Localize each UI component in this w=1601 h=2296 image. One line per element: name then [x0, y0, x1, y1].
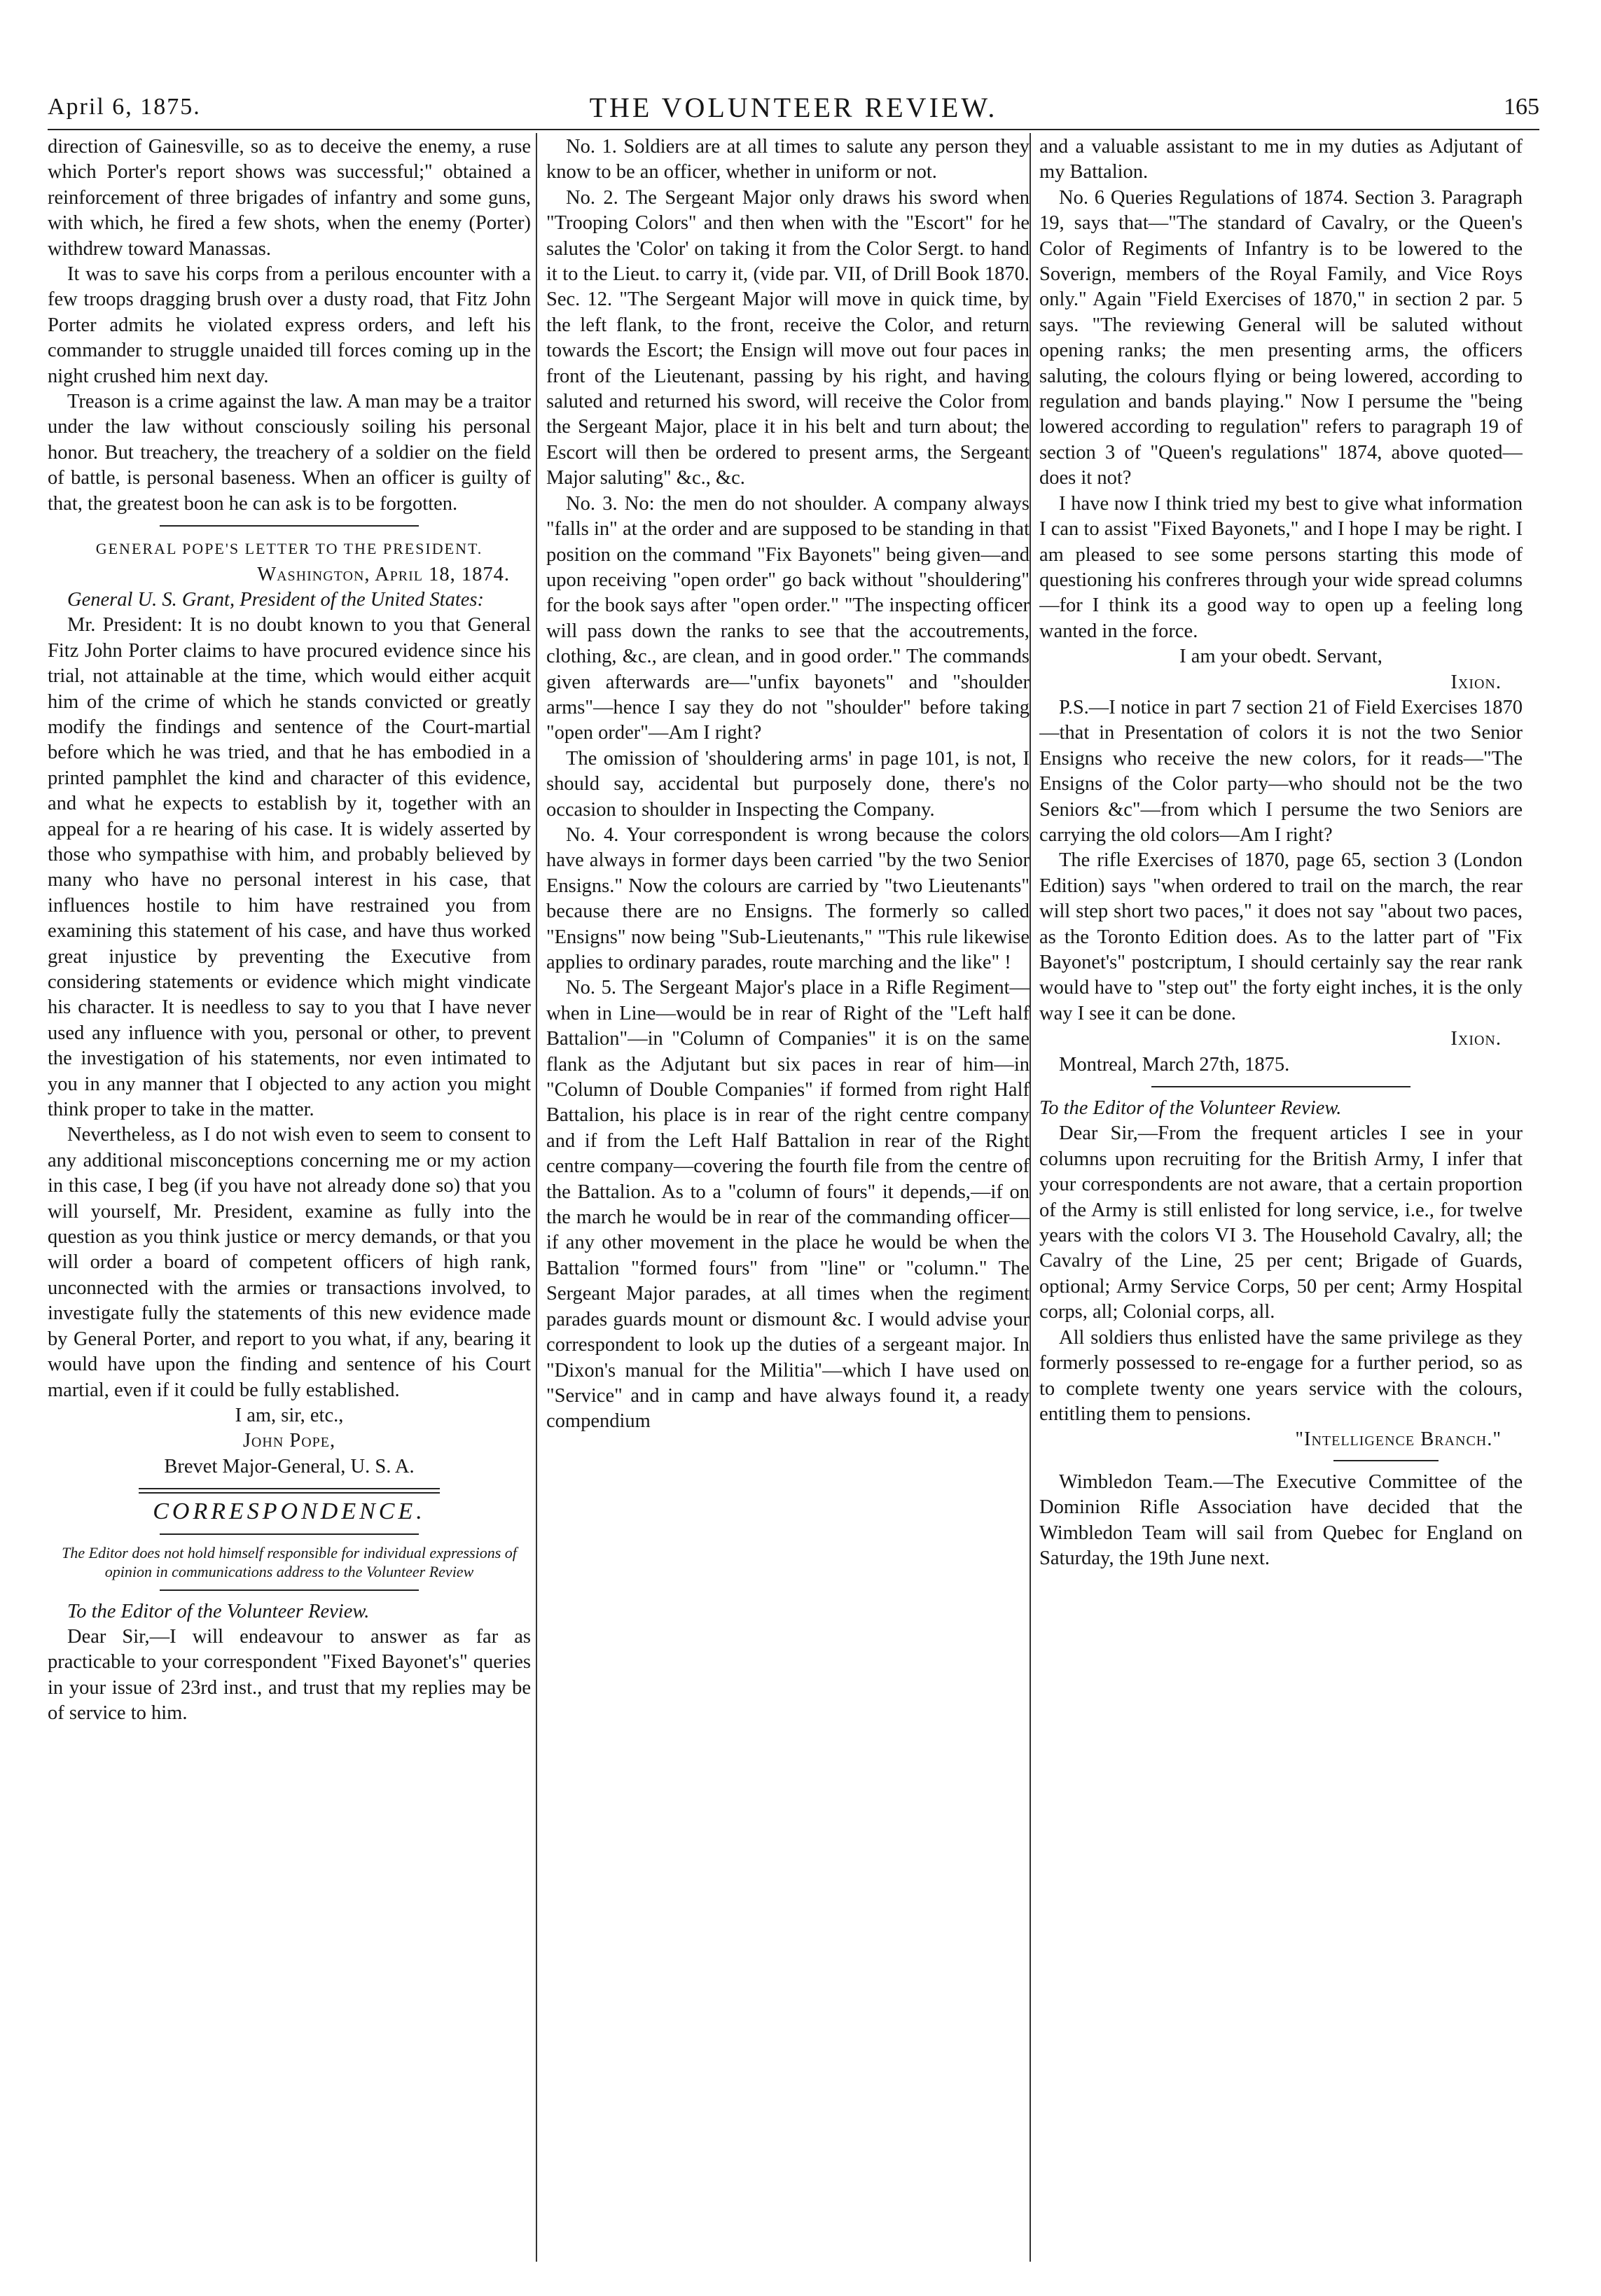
page-number: 165 — [1504, 94, 1539, 120]
paragraph: No. 5. The Sergeant Major's place in a Rifle Regiment—when in Line—would be in rear of Right of the "Left half Battalion"—in "Column of Companies" it is on the same flank as the Adjutant but six paces in rear of him—in "Column of Double Companies" if formed from right Half Battalion, his place is in rear of the right centre company and if from the Left Half Battalion in rear of the Right centre company—covering the fourth file from the centre of the Battalion. As to a "column of fours" it depends,—if on the march he would be in rear of the commanding officer—if any other movement in the place he would be when the Battalion "formed fours" from "line" or "column." The Sergeant Major parades, at all times when the regiment parades guards mount or dismount &c. I would advise your correspondent to look up the duties of a sergeant major. In "Dixon's manual for the Militia"—which I have used on "Service" and in camp and have always found it, a ready compendium — [546, 977, 1030, 1433]
letter-salutation-heading: To the Editor of the Volunteer Review. — [67, 1600, 370, 1622]
paragraph: Dear Sir,—I will endeavour to answer as far as practicable to your correspondent "Fixed Bayonet's" queries in your issue of 23rd inst., and trust that my replies may be of service to him. — [48, 1625, 531, 1725]
paragraph: No. 2. The Sergeant Major only draws his sword when "Trooping Colors" and then when with the "Escort" for he salutes the 'Color' on taking it from the Color Sergt. to hand it to the Lieut. to carry it, (vide par. VII, of Drill Book 1870. Sec. 12. "The Sergeant Major will move in quick time, by the left flank, to the front, receive the Color, and return towards the Escort; the Ensign will move out four paces in front of the Lieutenant, passing by his right, and having saluted and returned his sword, will receive the Color from the Sergeant Major, place it in his belt and turn about; the Escort will then be ordered to present arms, the Sergeant Major saluting" &c., &c. — [546, 186, 1030, 489]
paragraph: No. 3. No: the men do not shoulder. A company always "falls in" at the order and are supposed to be standing in that position on the command "Fix Bayonets" being given—and upon receiving "open order" go back without "shouldering" for the book says after "open order." "The inspecting officer will pass down the ranks to see that the accoutrements, clothing, &c., are clean, and in good order." The commands given afterwards are—"unfix bayonets" and "shoulder arms"—hence I say they do not "shoulder" before taking "open order"—Am I right? — [546, 492, 1030, 744]
issue-date: April 6, 1875. — [48, 94, 201, 120]
signature-name: Ixion. — [1450, 671, 1502, 693]
paragraph: I have now I think tried my best to give what information I can to assist "Fixed Bayonets," and I hope I may be right. I am pleased to see some persons starting this mode of questioning his confreres through your wide spread columns—for I think its a good way to open up a feeling long wanted in the force. — [1039, 492, 1523, 642]
paragraph: No. 6 Queries Regulations of 1874. Section 3. Paragraph 19, says that—"The standard of Cavalry, or the Queen's Color of Regiments of Infantry is to be lowered to the Soverign, members of the Royal Family, and Vice Roys only." Again "Field Exercises of 1870," in section 2 par. 5 says. "The reviewing General will be saluted without opening ranks; the men presenting arms, the officers saluting, the colours flying or being lowered, according to regulation and bands playing." Now I persume the "being lowered according to regulation" refers to paragraph 19 of section 3 of "Queen's regulations" 1874, above quoted—does it not? — [1039, 186, 1523, 489]
column-rule-right — [1030, 133, 1031, 2262]
paragraph: Mr. President: It is no doubt known to you that General Fitz John Porter claims to have procured evidence since his trial, not attainable at the time, which would either acquit him of the crime of which he stands convicted or greatly modify the findings and sentence of the Court-martial before which he was tried, and that he has embodied in a printed pamphlet the kind and character of this evidence, and what he expects to establish by it, together with an appeal for a re hearing of his case. It is widely asserted by those who sympathise with him, and probably believed by many who have no personal interest in his case, that influences hostile to him have restrained you from examining this statement of his case, and have thus worked great injustice by preventing the Executive from considering statements or evidence which might vindicate his character. It is needless to say to you that I have never used any influence with you, personal or other, to prevent the investigation of his statements, nor even intimated to you in any manner that I objected to any action you might think proper to take in the matter. — [48, 614, 531, 1121]
signature-line: I am, sir, etc., — [235, 1404, 344, 1426]
letter-heading: GENERAL POPE'S LETTER TO THE PRESIDENT. — [95, 540, 483, 558]
signature-rank: Brevet Major-General, U. S. A. — [164, 1455, 415, 1477]
paragraph: Wimbledon Team.—The Executive Committee of the Dominion Rifle Association have decided that the Wimbledon Team will sail from Quebec for England on Saturday, the 19th June next. — [1039, 1470, 1523, 1569]
paragraph: The rifle Exercises of 1870, page 65, section 3 (London Edition) says "when ordered to trail on the march, the rear will step short two paces," it does not say "about two paces, as the Toronto Edition does. As to the latter part of "Fix Bayonet's" postcriptum, I should certainly say the rear rank would have to "step out" the forty eight inches, it is the only way I see it can be done. — [1039, 849, 1523, 1024]
page-header — [48, 90, 1539, 130]
publication-title: THE VOLUNTEER REVIEW. — [589, 92, 998, 123]
paragraph: direction of Gainesville, so as to deceive the enemy, a ruse which Porter's report shows was successful;" obtained a reinforcement of three brigades of infantry and some guns, with which, he fired a few shots, when the enemy (Porter) withdrew toward Manassas. — [48, 136, 531, 260]
divider — [160, 1533, 419, 1535]
paragraph: The omission of 'shouldering arms' in page 101, is not, I should say, accidental but purposely done, there's no occasion to shoulder in Inspecting the Company. — [546, 747, 1030, 821]
letter-salutation-heading: To the Editor of the Volunteer Review. — [1039, 1097, 1342, 1120]
column-3 — [1039, 134, 1523, 2263]
column-2 — [546, 134, 1030, 2263]
paragraph: and a valuable assistant to me in my duties as Adjutant of my Battalion. — [1039, 136, 1523, 183]
dateline: Montreal, March 27th, 1875. — [1059, 1053, 1290, 1076]
signature-name: Ixion. — [1450, 1028, 1502, 1050]
letter-addressee: General U. S. Grant, President of the United States: — [67, 588, 484, 611]
paragraph: P.S.—I notice in part 7 section 21 of Field Exercises 1870—that in Presentation of colors it is not the two Senior Ensigns who receive the new colors, for it reads—"The Ensigns of the Color party—who should not be the two Seniors &c"—from which I persume the two Seniors are carrying the old colors—Am I right? — [1039, 696, 1523, 846]
signature-name: John Pope, — [242, 1430, 336, 1452]
section-title: CORRESPONDENCE. — [153, 1498, 426, 1525]
divider — [1151, 1086, 1411, 1087]
paragraph: It was to save his corps from a perilous encounter with a few troops dragging brush over a dusty road, that Fitz John Porter admits he violated express orders, and left his commander to struggle unaided till forces coming up in the night crushed him next day. — [48, 263, 531, 387]
column-rule-left — [536, 133, 537, 2262]
paragraph: No. 1. Soldiers are at all times to salute any person they know to be an officer, whether in uniform or not. — [546, 136, 1030, 183]
divider — [160, 525, 419, 527]
column-1 — [48, 134, 531, 2263]
letter-dateline: Washington, April 18, 1874. — [257, 563, 510, 585]
paragraph: Treason is a crime against the law. A man may be a traitor under the law without consciously soiling his personal honor. But treachery, the treachery of a soldier on the field of battle, is personal baseness. When an officer is guilty of that, the greatest boon he can ask is to be forgotten. — [48, 391, 531, 515]
paragraph: No. 4. Your correspondent is wrong because the colors have always in former days been carried "by the two Senior Ensigns." Now the colours are carried by "two Lieutenants" because there are no Ensigns. The formerly so called "Ensigns" now being "Sub-Lieutenants," "This rule likewise applies to ordinary parades, route marching and the like" ! — [546, 823, 1030, 973]
editor-disclaimer: The Editor does not hold himself responsible for individual expressions of opinion in communications address to the Volunteer Review — [62, 1543, 517, 1580]
double-rule — [139, 1488, 440, 1494]
divider — [160, 1589, 419, 1591]
paragraph: All soldiers thus enlisted have the same privilege as they formerly possessed to re-engage for a further period, so as to complete twenty one years service with the colours, entitling them to pensions. — [1039, 1326, 1523, 1425]
signature-line: I am your obedt. Servant, — [1179, 646, 1382, 668]
divider — [1333, 1460, 1439, 1461]
paragraph: Dear Sir,—From the frequent articles I see in your columns upon recruiting for the British Army, I infer that your correspondents are not aware, that a certain proportion of the Army is still enlisted for long service, i.e., for twelve years with the colors VI 3. The Household Cavalry, all; the Cavalry of the Line, 25 per cent; Brigade of Guards, optional; Army Service Corps, 50 per cent; Army Hospital corps, all; Colonial corps, all. — [1039, 1122, 1523, 1323]
signature-name: "Intelligence Branch." — [1295, 1428, 1502, 1451]
paragraph: Nevertheless, as I do not wish even to seem to consent to any additional misconceptions concerning me or my action in this case, I beg (if you have not already done so) that you will yourself, Mr. President, examine as fully into the question as you think justice or mercy demands, or that you will order a board of competent officers of high rank, unconnected with the armies or transactions involved, to investigate fully the statements of this new evidence made by General Porter, and report to you what, if any, bearing it would have upon the finding and sentence of his Court martial, even if it could be fully established. — [48, 1124, 531, 1401]
